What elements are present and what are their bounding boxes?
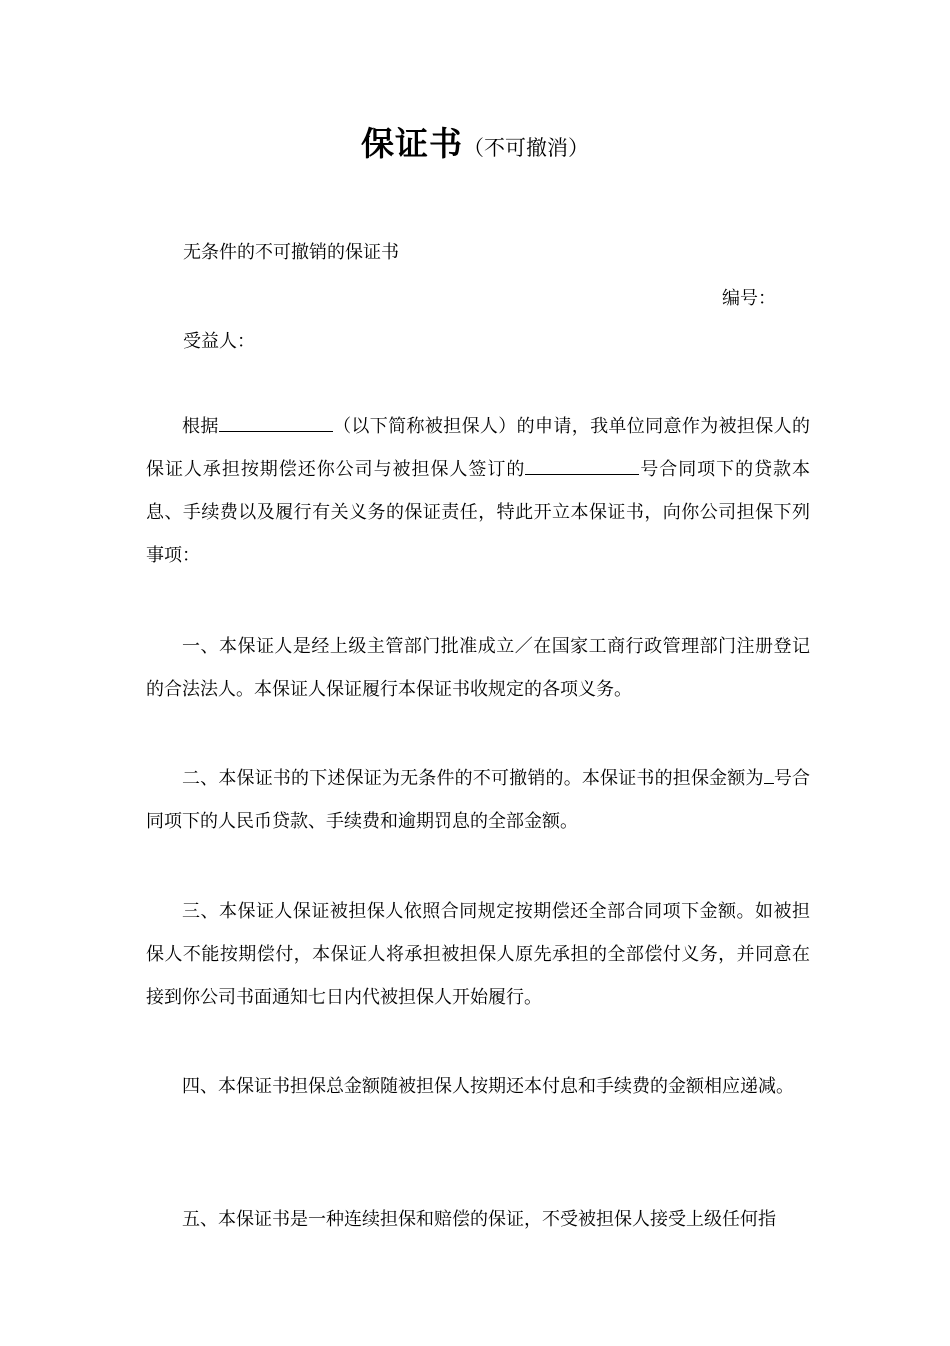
number-label: 编号：: [722, 288, 776, 309]
intro-part2: （以下简称被担保人）的申请，我单位同意作为被担保人的保证人承担按期偿还你公司与被担保人签订的: [146, 416, 811, 480]
intro-part3: 号合同项下的贷款本息、手续费以及履行有关义务的保证责任，特此开立本保证书，向你公司担保下列事项：: [146, 459, 811, 566]
applicant-blank: [219, 414, 333, 432]
clause-2: [146, 757, 810, 843]
intro-part1: 根据: [182, 416, 219, 437]
beneficiary-label: 受益人：: [183, 331, 255, 352]
subtitle: 无条件的不可撤销的保证书: [183, 242, 399, 263]
clause-2-part1: 二、本保证书的下述保证为无条件的不可撤销的。本保证书的担保金额为: [182, 768, 764, 789]
amount-blank: [764, 766, 774, 784]
intro-paragraph: [146, 405, 810, 577]
contract-number-blank: [525, 457, 639, 475]
clause-1: 一、本保证人是经上级主管部门批准成立／在国家工商行政管理部门注册登记的合法法人。本保证人保证履行本保证书收规定的各项义务。: [146, 636, 810, 700]
clause-2-part2: 号合同项下的人民币贷款、手续费和逾期罚息的全部金额。: [146, 768, 811, 832]
document-title: [0, 118, 950, 165]
title-main: 保证书: [361, 124, 463, 163]
title-note: （不可撤消）: [463, 136, 589, 160]
clause-3: 三、本保证人保证被担保人依照合同规定按期偿还全部合同项下金额。如被担保人不能按期偿付，本保证人将承担被担保人原先承担的全部偿付义务，并同意在接到你公司书面通知七日内代被担保人开始履行。: [146, 901, 810, 1008]
clause-4: 四、本保证书担保总金额随被担保人按期还本付息和手续费的金额相应递减。: [182, 1076, 794, 1097]
clause-5: 五、本保证书是一种连续担保和赔偿的保证，不受被担保人接受上级任何指: [182, 1209, 776, 1230]
